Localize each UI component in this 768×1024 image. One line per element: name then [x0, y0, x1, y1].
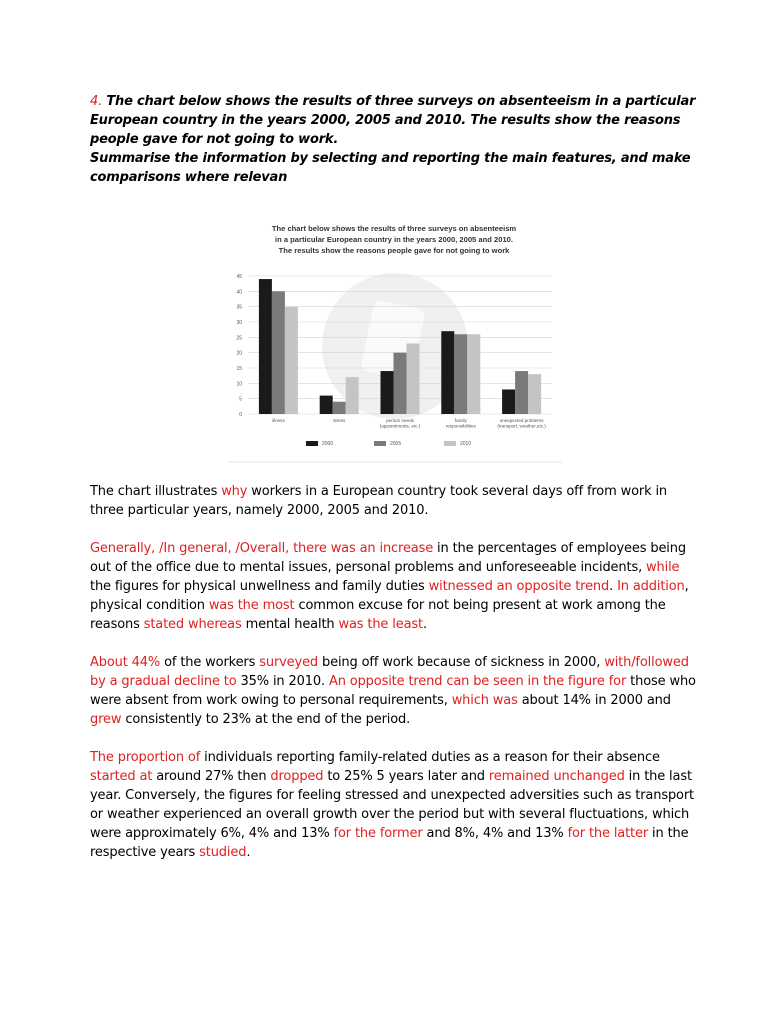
highlighted-phrase: dropped: [270, 769, 324, 784]
bar-2000-4: [502, 389, 515, 414]
task-prompt: [90, 92, 710, 187]
y-tick-label: 35: [236, 304, 242, 311]
y-tick-label: 30: [236, 320, 242, 326]
highlighted-phrase: with/followed by a gradual decline to: [90, 655, 689, 689]
bar-2005-2: [394, 353, 407, 414]
essay-text: in the percentages of employees being out of the office due to mental issues, personal problems and unforeseeable incidents,: [90, 541, 686, 575]
x-category-label: stress: [333, 418, 346, 423]
highlighted-phrase: About 44%: [90, 655, 161, 670]
highlighted-phrase: studied: [199, 845, 247, 860]
highlighted-phrase: for the latter: [567, 826, 649, 841]
bar-2010-1: [346, 377, 359, 414]
bar-2000-0: [259, 279, 272, 414]
chart-title-line: in a particular European country in the years 2000, 2005 and 2010.: [274, 235, 514, 244]
essay-paragraph: [90, 653, 702, 729]
highlighted-phrase: while: [646, 560, 680, 575]
highlighted-phrase: remained unchanged: [488, 769, 625, 784]
highlighted-phrase: grew: [90, 712, 122, 727]
x-category-label: illness: [272, 418, 285, 423]
x-category-label: (appointments, etc.): [379, 423, 421, 429]
y-tick-label: 45: [236, 274, 242, 280]
highlighted-phrase: An opposite trend can be seen in the figure for: [328, 674, 627, 689]
highlighted-phrase: why: [221, 484, 248, 499]
task-number: 4.: [90, 94, 103, 109]
legend-label: 2005: [390, 441, 402, 447]
essay-text: around 27% then: [152, 769, 271, 784]
essay-text: to 25% 5 years later and: [323, 769, 489, 784]
task-instruction: Summarise the information by selecting and reporting the main features, and make comparisons where relevan: [90, 151, 691, 185]
y-tick-label: 25: [236, 335, 242, 342]
bar-2000-3: [441, 331, 454, 414]
legend-swatch-2010: [444, 441, 456, 446]
essay-text: .: [422, 617, 427, 632]
highlighted-phrase: The proportion of: [90, 750, 201, 765]
x-category-label: family: [454, 418, 467, 423]
bar-2010-2: [407, 343, 420, 414]
bar-2005-3: [454, 334, 467, 414]
highlighted-phrase: Generally, /In general, /Overall, there was an increase: [90, 541, 434, 556]
essay-text: in the last year. Conversely, the figures for feeling stressed and unexpected adversities such as transport or weather experienced an overall growth over the period but with several fluctuations, which were approximately 6%, 4% and 13%: [90, 769, 694, 841]
essay-text: workers in a European country took several days off from work in three particular years, namely 2000, 2005 and 2010.: [90, 484, 668, 518]
essay-text: .: [246, 845, 251, 860]
essay-text: in the respective years: [90, 826, 689, 860]
highlighted-phrase: stated whereas: [143, 617, 242, 632]
y-tick-label: 20: [236, 350, 242, 357]
legend-swatch-2000: [306, 441, 318, 446]
essay-paragraph: [90, 539, 702, 634]
task-line-1: [90, 92, 710, 149]
legend-label: 2010: [460, 441, 472, 447]
essay-text: consistently to 23% at the end of the period.: [121, 712, 411, 727]
highlighted-phrase: started at: [90, 769, 153, 784]
bar-2000-2: [381, 371, 394, 414]
x-category-label: person needs: [386, 418, 414, 423]
highlighted-phrase: surveyed: [259, 655, 319, 670]
essay: [90, 482, 702, 881]
essay-paragraph: [90, 748, 702, 862]
task-description: The chart below shows the results of three surveys on absenteeism in a particular European country in the years 2000, 2005 and 2010. The results show the reasons people gave for not going to work.: [90, 94, 696, 147]
essay-text: 35% in 2010.: [236, 674, 329, 689]
highlighted-phrase: for the former: [333, 826, 423, 841]
highlighted-phrase: was the least: [338, 617, 423, 632]
essay-text: being off work because of sickness in 2000,: [318, 655, 605, 670]
essay-paragraph: [90, 482, 702, 520]
essay-text: those who were absent from work owing to personal requirements,: [90, 674, 696, 708]
bar-2010-0: [285, 307, 298, 414]
bar-2010-3: [467, 334, 480, 414]
essay-text: common excuse for not being present at work among the reasons: [90, 598, 666, 632]
essay-text: about 14% in 2000 and: [517, 693, 671, 708]
highlighted-phrase: was the most: [208, 598, 295, 613]
essay-text: the figures for physical unwellness and family duties: [90, 579, 429, 594]
essay-text: , physical condition: [90, 579, 689, 613]
y-tick-label: 15: [236, 366, 242, 372]
essay-text: and 8%, 4% and 13%: [422, 826, 568, 841]
essay-text: individuals reporting family-related duties as a reason for their absence: [200, 750, 660, 765]
bar-2000-1: [320, 396, 333, 414]
legend-label: 2000: [322, 441, 334, 447]
essay-text: of the workers: [160, 655, 260, 670]
highlighted-phrase: which was: [451, 693, 518, 708]
y-tick-label: 0: [239, 412, 242, 418]
x-category-label: unexpected problems: [499, 418, 544, 423]
bar-2005-1: [333, 402, 346, 414]
x-category-label: (transport, weather,etc.): [497, 423, 546, 429]
x-category-label: responsibilities: [445, 423, 476, 429]
y-tick-label: 5: [239, 396, 242, 403]
chart-title-line: The chart below shows the results of three surveys on absenteeism: [271, 224, 517, 233]
highlighted-phrase: In addition: [617, 579, 685, 594]
chart-title-line: The results show the reasons people gave for not going to work: [278, 246, 510, 255]
bar-2010-4: [528, 374, 541, 414]
bar-2005-0: [272, 291, 285, 414]
bar-2005-4: [515, 371, 528, 414]
y-tick-label: 40: [236, 289, 242, 296]
essay-text: mental health: [241, 617, 339, 632]
y-tick-label: 10: [236, 381, 242, 388]
bar-chart: [226, 218, 564, 466]
chart-figure: [226, 218, 564, 466]
essay-text: The chart illustrates: [90, 484, 222, 499]
essay-text: .: [609, 579, 618, 594]
legend-swatch-2005: [374, 441, 386, 446]
highlighted-phrase: witnessed an opposite trend: [428, 579, 610, 594]
